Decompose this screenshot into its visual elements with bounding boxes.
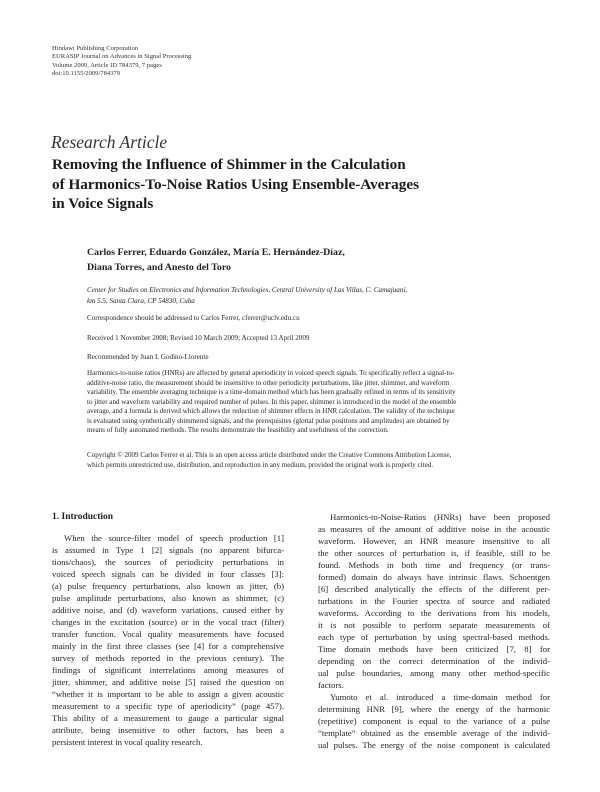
authors-line: Carlos Ferrer, Eduardo González, María E. Hernández-Díaz, — [87, 247, 345, 258]
copyright-line: Copyright © 2009 Carlos Ferrer et al. This is an open access article distributed under the Creative Commons Attribution License, — [87, 451, 452, 459]
abstract-line: Harmonics-to-noise ratios (HNRs) are affected by general aperiodicity in voiced speech signals. To specifically reflect a signal-to- — [87, 369, 455, 377]
text-line: transfer function. Vocal quality measurements have focused — [52, 629, 284, 639]
text-line: found. Methods in both time and frequency (or trans- — [318, 560, 550, 570]
article-dates: Received 1 November 2008; Revised 10 March 2009; Accepted 13 April 2009 — [87, 334, 310, 342]
journal-publisher: Hindawi Publishing Corporation — [52, 45, 139, 52]
right-column-text — [318, 511, 550, 751]
right-column — [318, 511, 550, 751]
text-line: is assumed in Type 1 [2] signals (no apparent bifurca- — [52, 545, 284, 555]
text-line: waveforms. According to the derivations from his models, — [318, 608, 550, 618]
text-line: depending on the correct determination of the individ- — [318, 656, 550, 666]
affiliation-line: km 5.5, Santa Clara, CP 54830, Cuba — [87, 296, 195, 305]
text-line: waveform. However, an HNR measure insensitive to all — [318, 536, 550, 546]
text-line: changes in the excitation (source) or in the vocal tract (filter) — [52, 617, 284, 627]
authors-line: Diana Torres, and Anesto del Toro — [87, 262, 231, 273]
text-line: attribute, being insensitive to other factors, has been a — [52, 725, 284, 735]
title-line: of Harmonics-To-Noise Ratios Using Ensemble-Averages — [52, 175, 420, 193]
text-line: findings of significant interrelations among measures of — [52, 665, 284, 675]
paper-title — [52, 155, 572, 214]
title-line: in Voice Signals — [52, 195, 154, 212]
abstract-line: means of fully automated methods. The results demonstrate the feasibility and usefulness of the correction. — [87, 426, 389, 435]
text-line: measurement to a specific type of aperiodicity” (page 457). — [52, 701, 284, 711]
text-line: When the source-filter model of speech production [1] — [64, 533, 284, 543]
copyright-line: which permits unrestricted use, distribution, and reproduction in any medium, provided the original work is properly cited. — [87, 460, 434, 469]
text-line: Time domain methods have been criticized [7, 8] for — [318, 644, 550, 654]
correspondence: Correspondence should be addressed to Carlos Ferrer, cferrer@uclv.edu.cu — [87, 314, 300, 322]
journal-info — [52, 45, 191, 79]
text-line: “whether it is important to be able to assign a given acoustic — [52, 689, 284, 699]
title-line: Removing the Influence of Shimmer in the Calculation — [52, 156, 406, 173]
text-line: Yumoto et al. introduced a time-domain method for — [330, 692, 550, 702]
text-line: turbations in the Fourier spectra of source and radiated — [318, 596, 550, 606]
text-line: each type of perturbation by using spectral-based methods. — [318, 632, 550, 642]
text-line: ual pulse boundaries, among many other method-specific — [318, 668, 550, 678]
abstract-line: average, and a formula is derived which allows the reduction of shimmer effects in HNR calculation. The validity of the technique — [87, 407, 455, 416]
left-column-text — [52, 532, 284, 748]
text-line: formed) domain do always have intrinsic flaws. Schoentgen — [318, 572, 550, 582]
affiliation-line: Center for Studies on Electronics and Information Technologies, Central University of Las Villas, C. Camajuaní, — [87, 286, 408, 294]
text-line: Harmonics-to-Noise-Ratios (HNRs) have been proposed — [330, 512, 550, 522]
article-type: Research Article — [51, 132, 168, 152]
text-line: “template” obtained as the ensemble average of the individ- — [318, 728, 550, 738]
text-line: the other sources of perturbation is, if feasible, still to be — [318, 548, 550, 558]
abstract-line: variability. The ensemble averaging technique is a time-domain method which has been gradually refined in terms of its sensitivity — [87, 388, 456, 397]
text-line: voiced speech signals can be divided in four classes [3]: — [52, 569, 284, 579]
left-column — [52, 511, 284, 748]
copyright-notice — [87, 451, 557, 470]
text-line: additive noise, and (d) waveform variations, caused either by — [52, 605, 284, 615]
recommended-by: Recommended by Juan I. Godino-Llorente — [87, 353, 209, 361]
text-line: This ability of a measurement to gauge a particular signal — [52, 713, 284, 723]
text-line: pulse amplitude perturbations, also known as shimmer, (c) — [52, 593, 284, 603]
text-line: mainly in the first three classes (see [4] for a comprehensive — [52, 641, 284, 651]
text-line: tions/chaos), the sources of periodicity perturbations in — [52, 557, 284, 567]
text-line: [6] described analytically the effects of the different per- — [318, 584, 550, 594]
text-line: determining HNR [9], where the energy of the harmonic — [318, 704, 550, 714]
text-line: (a) pulse frequency perturbations, also known as jitter, (b) — [52, 581, 284, 591]
abstract-line: additive-noise ratio, the measurement should be insensitive to other periodicity perturbations, like jitter, shimmer, and waveform — [87, 378, 450, 387]
abstract — [87, 369, 557, 436]
text-line: it is not possible to perform separate measurements of — [318, 620, 550, 630]
journal-volume: Volume 2009, Article ID 784379, 7 pages — [52, 61, 162, 69]
text-line: jitter, shimmer, and additive noise [5] raised the question on — [52, 677, 284, 687]
section-heading: 1. Introduction — [52, 512, 114, 522]
abstract-line: is evaluated using synthetically shimmered signals, and the prerequisites (glottal pulse positions and amplitudes) are obtained by — [87, 416, 450, 425]
text-line: as measures of the amount of additive noise in the acoustic — [318, 524, 550, 534]
text-line: persistent interest in vocal quality research. — [52, 737, 203, 747]
journal-name: EURASIP Journal on Advances in Signal Processing — [52, 53, 192, 61]
text-line: ual pulses. The energy of the noise component is calculated — [318, 740, 550, 750]
text-line: survey of methods reported in the previous century). The — [52, 653, 284, 663]
authors — [87, 245, 557, 275]
text-line: factors. — [318, 680, 344, 690]
text-line: (repetitive) component is equal to the variance of a pulse — [318, 716, 550, 726]
abstract-line: to jitter and waveform variability and required number of pulses. In this paper, shimmer is introduced in the model of the ensemble — [87, 397, 457, 406]
affiliation — [87, 285, 557, 306]
journal-doi: doi:10.1155/2009/784379 — [52, 70, 121, 78]
